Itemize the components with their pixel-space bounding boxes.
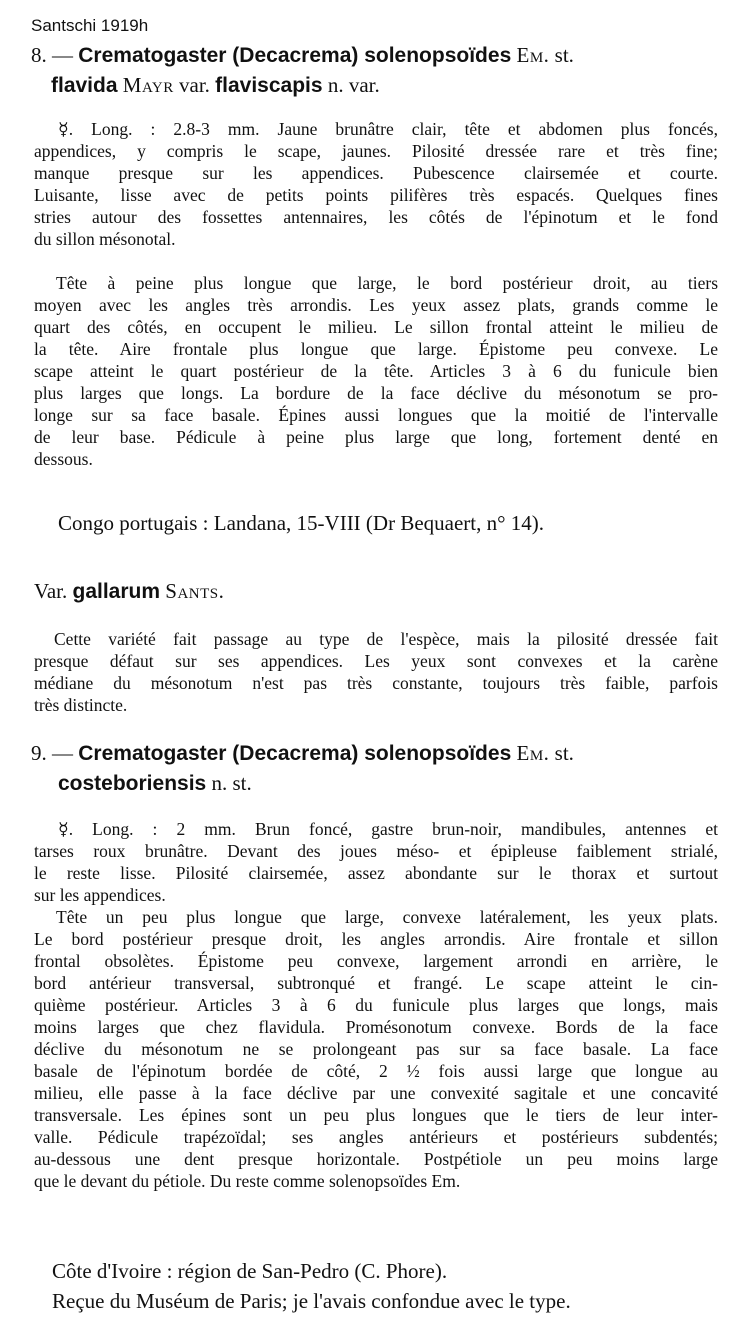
entry8-title-line2: flavida Mayr var. flaviscapis n. var.	[51, 73, 380, 97]
entry9-locality: Côte d'Ivoire : région de San-Pedro (C. Phore).	[52, 1259, 448, 1283]
entry8-locality: Congo portugais : Landana, 15-VIII (Dr Bequaert, n° 14).	[58, 511, 545, 535]
gallarum-paragraph: Cette variété fait passage au type de l'espèce, mais la pilosité dressée fait presque défaut sur ses appendices. Les yeux sont convexes et la carène médiane du mésonotum n'est pas très constante, toujours très faible, parfois très distincte.	[34, 629, 718, 715]
entry8-morphology-paragraph: Tête à peine plus longue que large, le bord postérieur droit, au tiers moyen avec les angles très arrondis. Les yeux assez plats, grands comme le quart des côtés, en occupent le milieu. Le sillon frontal atteint le milieu de la tête. Aire frontale plus longue que large. Épistome peu convexe. Le scape atteint le quart postérieur de la tête. Articles 3 à 6 du funicule bien plus larges que longs. La bordure de la face déclive du mésonotum se pro- longe sur sa face basale. Épines aussi longues que la moitié de l'intervalle de leur base. Pédicule à peine plus large que long, fortement denté en dessous.	[34, 273, 718, 469]
gallarum-title: Var. gallarum Sants.	[34, 579, 225, 603]
entry9-title-line2: costeboriensis n. st.	[58, 771, 252, 795]
entry9-provenance-note: Reçue du Muséum de Paris; je l'avais confondue avec le type.	[52, 1289, 571, 1313]
entry9-title-line1: 9. — Crematogaster (Decacrema) solenopsoïdes Em. st.	[31, 741, 574, 765]
entry8-taxon-name: Crematogaster (Decacrema) solenopsoïdes	[78, 44, 512, 67]
entry8-description-paragraph: ☿. Long. : 2.8-3 mm. Jaune brunâtre clair, tête et abdomen plus foncés, appendices, y compris le scape, jaunes. Pilosité dressée rare et très fine; manque presque sur les appendices. Pubescence clairsemée et courte. Luisante, lisse avec de petits points pilifères très espacés. Quelques fines stries autour des fossettes antennaires, les côtés de l'épinotum et le fond du sillon mésonotal.	[34, 119, 718, 249]
entry9-taxon-name: Crematogaster (Decacrema) solenopsoïdes	[78, 742, 512, 765]
entry9-description-paragraph: ☿. Long. : 2 mm. Brun foncé, gastre brun-noir, mandibules, antennes et tarses roux brunâtre. Devant des joues méso- et épipleuse faiblement strialé, le reste lisse. Pilosité clairsemée, assez abondante sur le thorax et surtout sur les appendices.	[34, 819, 718, 905]
entry9-morphology-paragraph: Tête un peu plus longue que large, convexe latéralement, les yeux plats. Le bord postérieur presque droit, les angles arrondis. Aire frontale et sillon frontal obsolètes. Épistome peu convexe, largement arrondi en arrière, le bord antérieur transversal, subtronqué et frangé. Le scape atteint le cin- quième postérieur. Articles 3 à 6 du funicule plus larges que longs, mais moins larges que chez flavidula. Promésonotum convexe. Bords de la face déclive du mésonotum ne se prolongeant pas sur sa face basale. La face basale de l'épinotum bordée de côté, 2 ½ fois aussi large que longue au milieu, elle passe à la face déclive par une convexité sagitale et une concavité transversale. Les épines sont un peu plus longues que le tiers de leur inter- valle. Pédicule trapézoïdal; ses angles antérieurs et postérieurs subdentés; au-dessous une dent presque horizontale. Postpétiole un peu moins large que le devant du pétiole. Du reste comme solenopsoïdes Em.	[34, 907, 718, 1191]
entry8-title-line1: 8. — Crematogaster (Decacrema) solenopsoïdes Em. st.	[31, 43, 574, 67]
source-header: Santschi 1919h	[31, 16, 149, 35]
